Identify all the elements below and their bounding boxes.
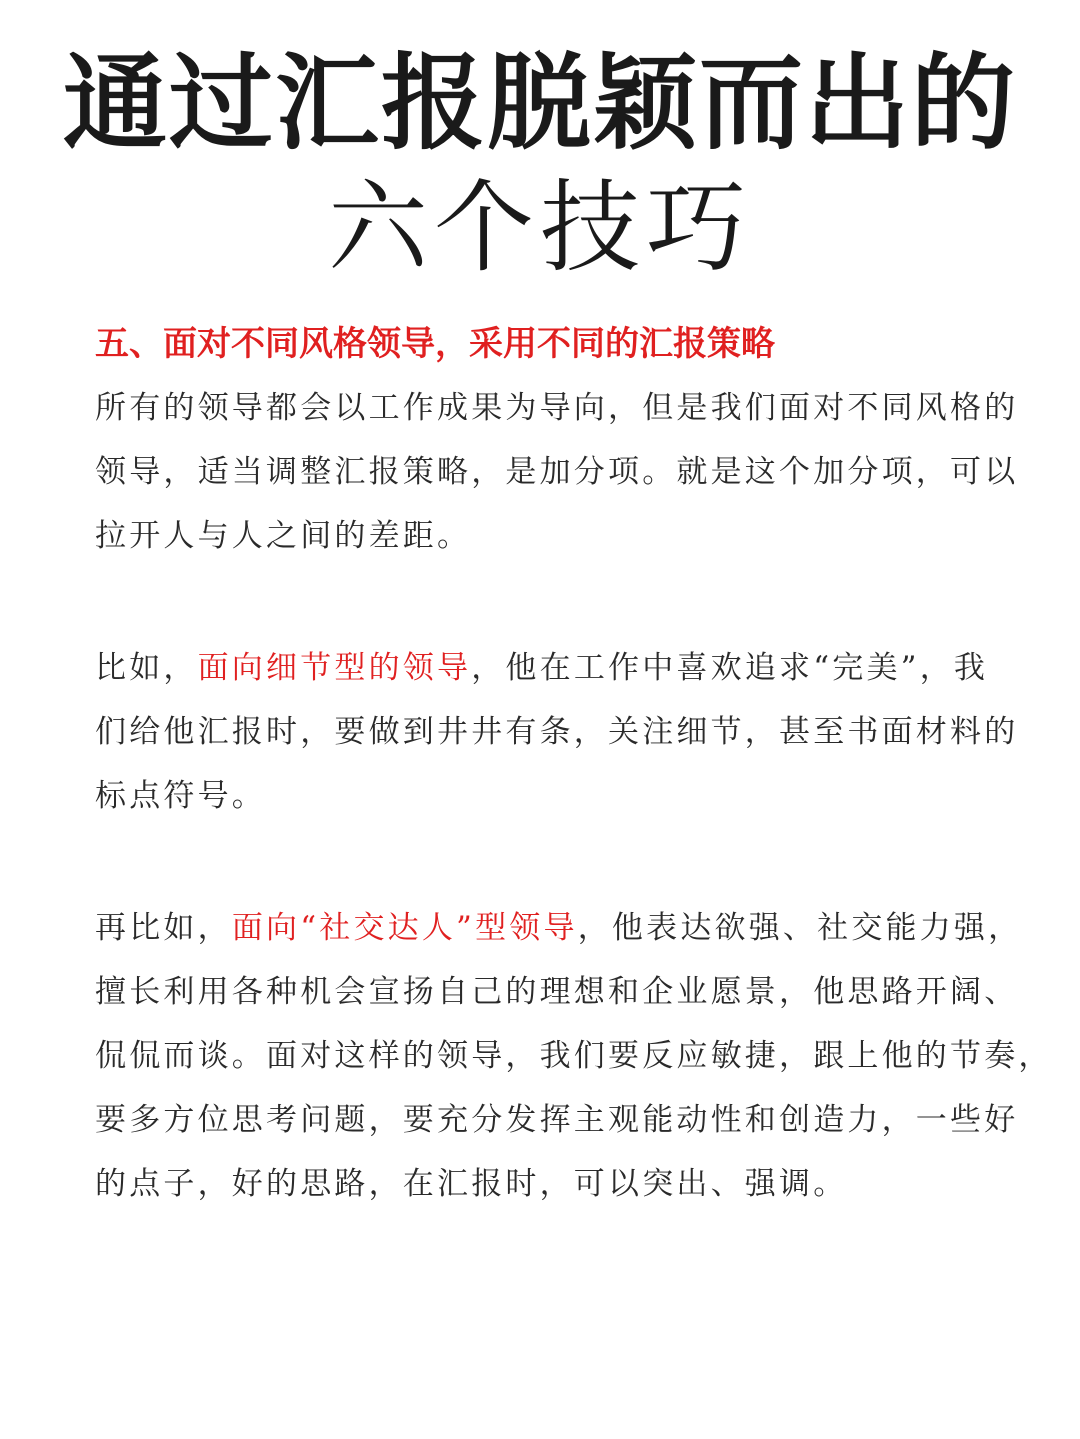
paragraph-line: 的点子，好的思路，在汇报时，可以突出、强调。 xyxy=(95,1166,848,1202)
paragraph-line xyxy=(95,636,989,700)
paragraph-line: 擅长利用各种机会宣扬自己的理想和企业愿景，他思路开阔、 xyxy=(95,974,1019,1010)
paragraph-line: 所有的领导都会以工作成果为导向，但是我们面对不同风格的 xyxy=(95,390,1019,426)
paragraph-line: 标点符号。 xyxy=(95,778,266,814)
text-prefix: 比如， xyxy=(95,650,198,686)
page-title-line-2: 六个技巧 xyxy=(328,169,752,286)
paragraph-line: 侃侃而谈。面对这样的领导，我们要反应敏捷，跟上他的节奏， xyxy=(95,1038,1053,1074)
paragraph-detail-leader xyxy=(95,636,1019,828)
paragraph-social-leader xyxy=(95,896,1053,1216)
text-suffix: ，他表达欲强、社交能力强， xyxy=(577,910,1023,946)
paragraph-intro xyxy=(95,376,1019,568)
text-suffix: ，他在工作中喜欢追求“完美”，我 xyxy=(471,650,989,686)
highlight-text: 面向“社交达人”型领导 xyxy=(231,910,578,946)
text-prefix: 再比如， xyxy=(95,910,232,946)
paragraph-line: 要多方位思考问题，要充分发挥主观能动性和创造力，一些好 xyxy=(95,1102,1019,1138)
paragraph-line: 拉开人与人之间的差距。 xyxy=(95,518,472,554)
section-heading: 五、面对不同风格领导，采用不同的汇报策略 xyxy=(95,324,775,364)
paragraph-line xyxy=(95,896,1023,960)
highlight-text: 面向细节型的领导 xyxy=(197,650,472,686)
paragraph-line: 们给他汇报时，要做到井井有条，关注细节，甚至书面材料的 xyxy=(95,714,1019,750)
paragraph-line: 领导，适当调整汇报策略，是加分项。就是这个加分项，可以 xyxy=(95,454,1019,490)
page-title-line-1: 通过汇报脱颖而出的 xyxy=(62,42,1017,164)
